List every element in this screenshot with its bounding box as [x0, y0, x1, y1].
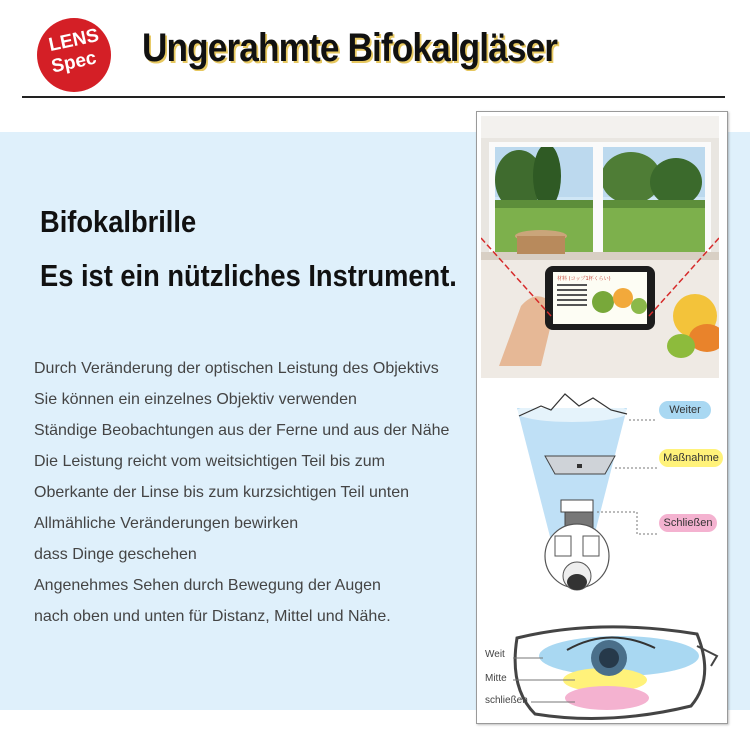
logo-text-spec: Spec	[49, 47, 99, 78]
description-line: nach oben und unten für Distanz, Mittel und Nähe.	[34, 608, 391, 625]
section-subheading: Es ist ein nützliches Instrument.	[40, 258, 457, 293]
logo-text-lens: LENS	[46, 24, 101, 57]
page-title: Ungerahmte Bifokalgläser	[142, 26, 558, 70]
description-line: Allmähliche Veränderungen bewirken	[34, 515, 299, 532]
room-photo	[481, 116, 719, 378]
description-line: Angenehmes Sehen durch Bewegung der Augen	[34, 577, 381, 594]
viewing-distance-diagram	[481, 386, 721, 606]
description-text	[34, 357, 474, 636]
tag-intermediate: Maßnahme	[659, 449, 723, 467]
phone-screen-title: 材料 (コップ1杯くらい)	[557, 276, 611, 282]
description-line: Oberkante der Linse bis zum kurzsichtigen Teil unten	[34, 484, 410, 501]
section-heading: Bifokalbrille	[40, 204, 197, 239]
description-line: Ständige Beobachtungen aus der Ferne und aus der Nähe	[34, 422, 450, 439]
description-line: Sie können ein einzelnes Objektiv verwenden	[34, 391, 357, 408]
tag-far: Weiter	[659, 401, 711, 419]
lens-spec-logo	[37, 18, 111, 92]
lens-zone-diagram	[479, 618, 723, 722]
lens-label-near: schließen	[485, 695, 528, 706]
lens-label-mid: Mitte	[485, 673, 507, 684]
description-line: Durch Veränderung der optischen Leistung des Objektivs	[34, 360, 439, 377]
illustration-panel	[476, 111, 728, 724]
description-line: Die Leistung reicht vom weitsichtigen Teil bis zum	[34, 453, 385, 470]
header-divider	[22, 96, 725, 98]
tag-near: Schließen	[659, 514, 717, 532]
lens-label-far: Weit	[485, 649, 505, 660]
description-line: dass Dinge geschehen	[34, 546, 197, 563]
